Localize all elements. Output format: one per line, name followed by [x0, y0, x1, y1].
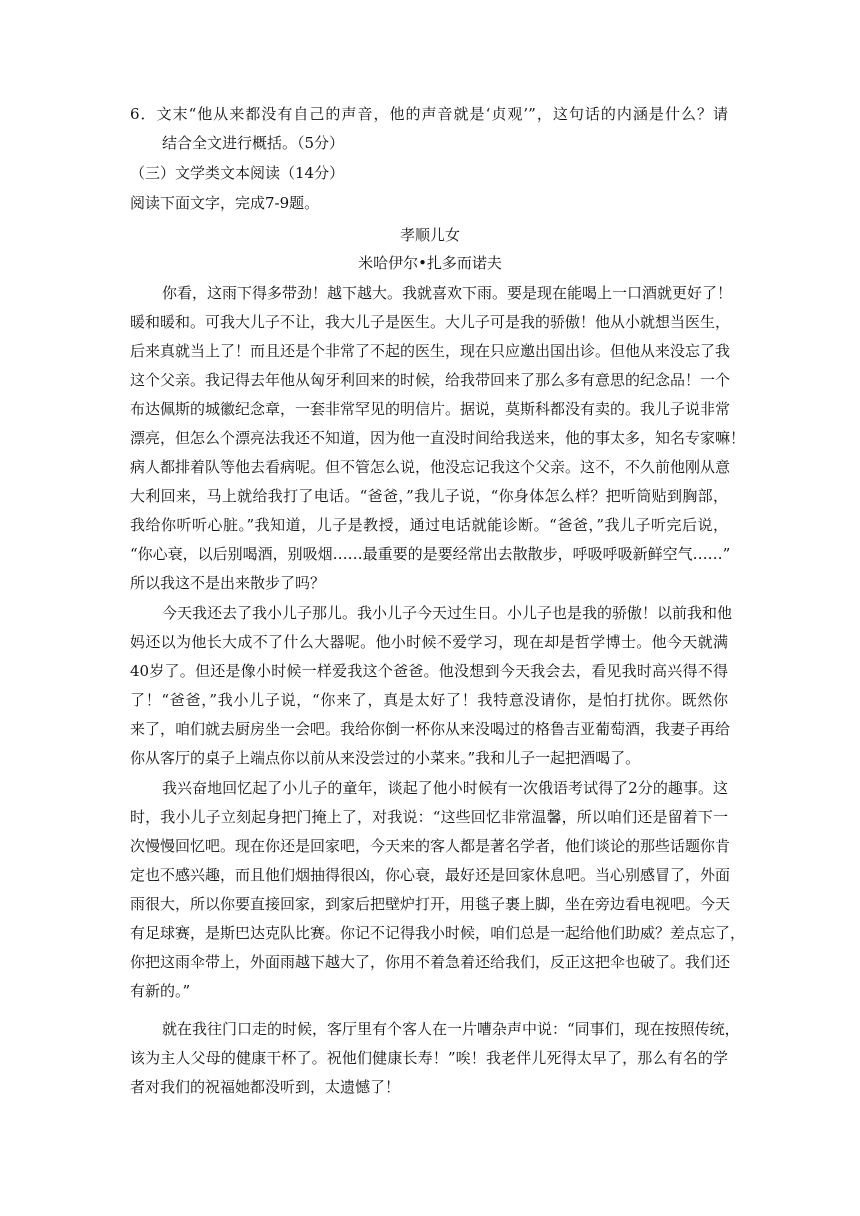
- paragraph-line: 有新的。”: [130, 982, 191, 1000]
- paragraph-line: 后来真就当上了！而且还是个非常了不起的医生，现在只应邀出国出诊。但他从来没忘了我: [130, 342, 731, 360]
- section-heading: （三）文学类文本阅读（14分）: [130, 164, 345, 182]
- paragraph-line: 者对我们的祝福她都没听到，太遗憾了！: [130, 1078, 401, 1096]
- paragraph-line: 你把这雨伞带上，外面雨越下越大了，你用不着急着还给我们，反正这把伞也破了。我们还: [130, 953, 731, 971]
- story-author: 米哈伊尔•扎多而诺夫: [358, 254, 502, 272]
- paragraph-line: 我兴奋地回忆起了小儿子的童年，谈起了他小时候有一次俄语考试得了2分的趣事。这: [162, 779, 728, 797]
- paragraph-line: 妈还以为他长大成不了什么大器呢。他小时候不爱学习，现在却是哲学博士。他今天就满: [130, 633, 728, 651]
- paragraph-line: 所以我这不是出来散步了吗？: [130, 574, 326, 592]
- question-6-line-1: 6．文末“他从来都没有自己的声音，他的声音就是‘贞观’”，这句话的内涵是什么？请: [130, 105, 728, 123]
- paragraph-line: 布达佩斯的城徽纪念章，一套非常罕见的明信片。据说，莫斯科都没有卖的。我儿子说非常: [130, 400, 731, 418]
- paragraph-line: 病人都排着队等他去看病呢。但不管怎么说，他没忘记我这个父亲。这不，不久前他刚从意: [130, 458, 731, 476]
- paragraph-line: 你看，这雨下得多带劲！越下越大。我就喜欢下雨。要是现在能喝上一口酒就更好了！: [162, 284, 733, 302]
- paragraph-line: 大利回来，马上就给我打了电话。“爸爸，”我儿子说，“你身体怎么样？把听筒贴到胸部，: [130, 487, 728, 505]
- paragraph-line: 有足球赛，是斯巴达克队比赛。你记不记得我小时候，咱们总是一起给他们助威？差点忘了，: [130, 924, 746, 942]
- paragraph-line: 时，我小儿子立刻起身把门掩上了，对我说：“这些回忆非常温馨，所以咱们还是留着下一: [130, 808, 728, 826]
- paragraph-line: 今天我还去了我小儿子那儿。我小儿子今天过生日。小儿子也是我的骄傲！以前我和他: [162, 604, 733, 622]
- paragraph-line: 漂亮，但怎么个漂亮法我还不知道，因为他一直没时间给我送来，他的事太多，知名专家嘛！: [130, 429, 746, 447]
- paragraph-line: 40岁了。但还是像小时候一样爱我这个爸爸。他没想到今天我会去，看见我时高兴得不得: [130, 662, 728, 680]
- paragraph-line: 了！“爸爸，”我小儿子说，“你来了，真是太好了！我特意没请你，是怕打扰你。既然你: [130, 691, 728, 709]
- paragraph-line: “你心衰，以后别喝酒，别吸烟……最重要的是要经常出去散散步，呼吸呼吸新鲜空气……”: [130, 545, 731, 563]
- paragraph-line: 来了，咱们就去厨房坐一会吧。我给你倒一杯你从来没喝过的格鲁吉亚葡萄酒，我妻子再给: [130, 720, 731, 738]
- paragraph-line: 我给你听听心脏。”我知道，儿子是教授，通过电话就能诊断。“爸爸，”我儿子听完后说，: [130, 516, 728, 534]
- paragraph-line: 暖和暖和。可我大儿子不让，我大儿子是医生。大儿子可是我的骄傲！他从小就想当医生，: [130, 313, 731, 331]
- paragraph-line: 定也不感兴趣，而且他们烟抽得很凶，你心衰，最好还是回家休息吧。当心别感冒了，外面: [130, 866, 731, 884]
- paragraph-line: 你从客厅的桌子上端点你以前从来没尝过的小菜来。”我和儿子一起把酒喝了。: [130, 749, 641, 767]
- paragraph-line: 次慢慢回忆吧。现在你还是回家吧，今天来的客人都是著名学者，他们谈论的那些话题你肯: [130, 837, 731, 855]
- paragraph-line: 该为主人父母的健康干杯了。祝他们健康长寿！”唉！我老伴儿死得太早了，那么有名的学: [130, 1049, 728, 1067]
- question-6-line-2: 结合全文进行概括。（5分）: [162, 134, 345, 152]
- paragraph-line: 这个父亲。我记得去年他从匈牙利回来的时候，给我带回来了那么多有意思的纪念品！一个: [130, 371, 731, 389]
- paragraph-line: 就在我往门口走的时候，客厅里有个客人在一片嘈杂声中说：“同事们，现在按照传统，: [162, 1020, 740, 1038]
- section-instruction: 阅读下面文字，完成7-9题。: [130, 194, 320, 212]
- paragraph-line: 雨很大，所以你要直接回家，到家后把壁炉打开，用毯子裹上脚，坐在旁边看电视吧。今天: [130, 895, 731, 913]
- story-title: 孝顺儿女: [399, 226, 460, 244]
